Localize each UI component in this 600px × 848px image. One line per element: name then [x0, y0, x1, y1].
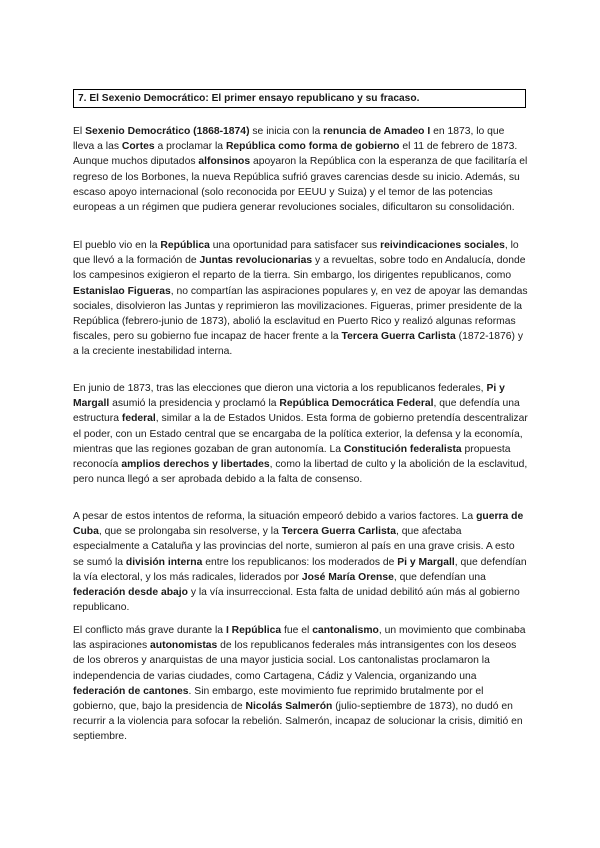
text-run: en 1873, lo que lleva a las: [73, 126, 505, 153]
bold-text: República: [160, 240, 210, 251]
text-run: entre los republicanos: los moderados de: [202, 556, 398, 568]
text-run: el 11 de febrero de 1873. Aunque muchos diputados: [73, 141, 518, 168]
text-run: A pesar de estos intentos de reforma, la situación empeoró debido a varios factores. La: [73, 511, 477, 522]
bold-text: Pi y Margall: [73, 383, 505, 410]
bold-text: Sexenio Democrático (1868-1874): [85, 126, 250, 137]
section-title: 7. El Sexenio Democrático: El primer ensayo republicano y su fracaso.: [73, 89, 526, 108]
text-run: El: [73, 126, 86, 137]
bold-text: Estanislao Figueras: [73, 285, 171, 297]
bold-text: Juntas revolucionarias: [199, 255, 313, 267]
bold-text: federal: [121, 413, 156, 425]
bold-text: Pi y Margall: [397, 556, 455, 568]
text-run: y a revueltas, sobre todo en Andalucía, donde los campesinos exigieron el reparto de la tierra. Sin embargo, los dirigentes republicanos, como: [73, 255, 526, 282]
bold-text: I República: [225, 625, 282, 636]
bold-text: federación de cantones: [73, 685, 189, 697]
text-run: fue el: [281, 625, 313, 636]
text-run: (1872-1876) y a la creciente inestabilidad interna.: [73, 331, 524, 358]
bold-text: Cortes: [121, 141, 155, 153]
bold-text: guerra de Cuba: [73, 511, 524, 538]
bold-text: autonomistas: [150, 640, 218, 652]
text-run: . Sin embargo, este movimiento fue reprimido brutalmente por el gobierno, que, bajo la presidencia de: [73, 685, 484, 713]
text-run: , un movimiento que combinaba las aspiraciones: [73, 625, 526, 652]
text-run: (julio-septiembre de 1873), no dudó en recurrir a la violencia para sofocar la rebelión. Salmerón, incapaz de solucionar la crisis, dimitió en septiembre.: [73, 701, 523, 743]
bold-text: cantonalismo: [312, 625, 379, 636]
text-run: de los republicanos federales más intransigentes con los deseos de los obreros y anarquistas de una mayor justicia social. Los cantonalistas proclamaron la independencia de varias ciudades, como Cartagena, Cádiz y Valencia, organizando una: [73, 640, 517, 682]
text-run: propuesta reconocía: [73, 443, 511, 471]
text-run: , como la libertad de culto y la abolición de la esclavitud, pero nunca llegó a ser aprobada debido a la falta de consenso.: [73, 459, 528, 486]
paragraph-2: [73, 238, 528, 360]
bold-text: Tercera Guerra Carlista: [281, 526, 396, 538]
bold-text: Constitución federalista: [343, 443, 462, 455]
bold-text: Nicolás Salmerón: [245, 701, 333, 713]
paragraph-4: [73, 509, 528, 615]
text-run: , no compartían las aspiraciones populares y, en vez de apoyar las demandas sociales, disolvieron las Juntas y reprimieron las movilizaciones. Figueras, primer presidente de la República (febrero-junio de 1873), abolió la esclavitud en Puerto Rico y realizó algunas reformas fiscales, pero su gobierno fue incapaz de hacer frente a la: [73, 285, 528, 343]
bold-text: reivindicaciones sociales: [380, 240, 505, 251]
bold-text: amplios derechos y libertades: [121, 459, 270, 471]
text-run: , que defendía una estructura: [73, 398, 520, 425]
text-run: , lo que llevó a la formación de: [73, 240, 519, 267]
text-run: a proclamar la: [154, 141, 226, 153]
bold-text: José María Orense: [301, 571, 394, 583]
text-run: , que se prolongaba sin resolverse, y la: [98, 526, 282, 538]
bold-text: República Democrática Federal: [279, 398, 434, 410]
bold-text: alfonsinos: [198, 156, 251, 168]
paragraph-5: [73, 623, 528, 745]
bold-text: República como forma de gobierno: [225, 141, 400, 153]
paragraph-3: [73, 381, 528, 487]
text-run: , similar a la de Estados Unidos. Esta forma de gobierno pretendía descentralizar el poder, con un Estado central que se encargaba de la política exterior, la defensa y la economía, mientras que las regiones gozaban de gran autonomía. La: [73, 413, 528, 455]
text-run: y la vía insurreccional. Esta falta de unidad debilitó aún más al gobierno republicano.: [73, 587, 520, 614]
text-run: , que defendían una: [393, 571, 486, 583]
text-run: una oportunidad para satisfacer sus: [209, 240, 381, 251]
text-run: El pueblo vio en la: [73, 240, 161, 251]
text-run: , que defendían la vía electoral, y los más radicales, liderados por: [73, 556, 527, 583]
bold-text: federación desde abajo: [73, 587, 188, 599]
text-run: asumió la presidencia y proclamó la: [109, 398, 280, 410]
bold-text: división interna: [125, 556, 203, 568]
text-run: El conflicto más grave durante la: [73, 625, 226, 636]
text-run: apoyaron la República con la esperanza de que facilitaría el regreso de los Borbones, la nueva República sufrió graves carencias desde su inicio. Además, su escaso apoyo internacional (solo reconocida por EEUU y Suiza) y el temor de las potencias europeas a un régimen que pudiera generar revoluciones sociales, dificultaron su consolidación.: [73, 156, 528, 214]
text-run: En junio de 1873, tras las elecciones que dieron una victoria a los republicanos federales,: [73, 383, 487, 394]
text-run: se inicia con la: [249, 126, 324, 137]
text-run: , que afectaba especialmente a Cataluña y las provincias del norte, sumieron al país en una grave crisis. A esto se sumó la: [73, 526, 515, 568]
paragraph-1: [73, 124, 528, 215]
bold-text: Tercera Guerra Carlista: [341, 331, 456, 343]
bold-text: renuncia de Amadeo I: [323, 126, 431, 137]
